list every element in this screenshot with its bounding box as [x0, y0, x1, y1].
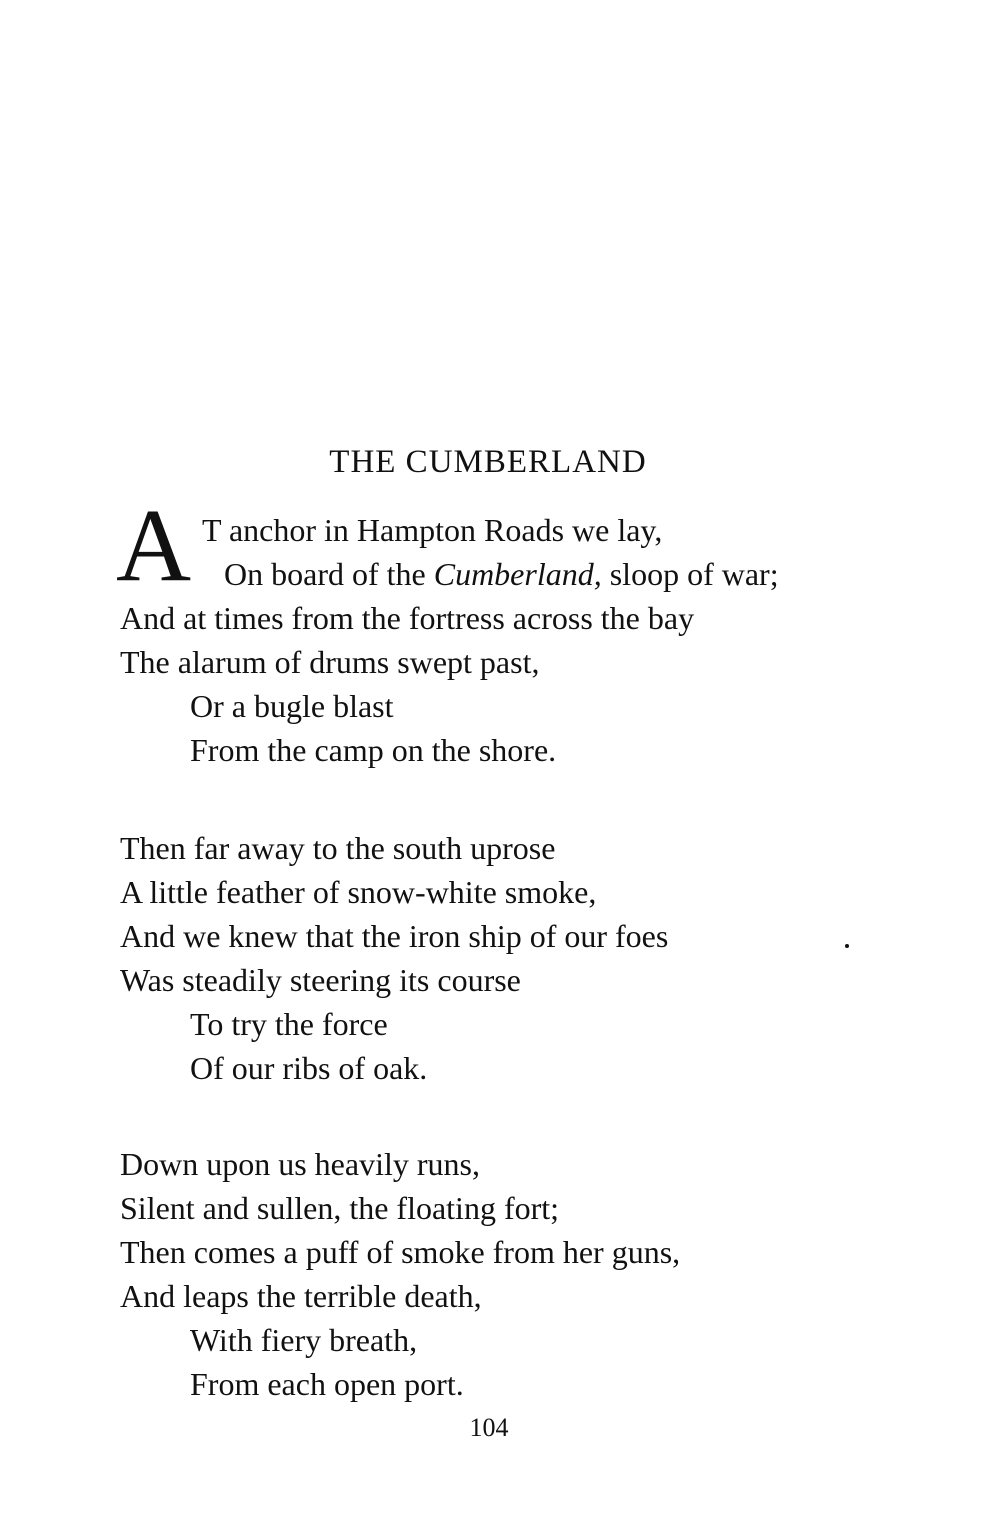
stanza-1-line-4: The alarum of drums swept past, — [120, 644, 540, 680]
stanza-3-line-1: Down upon us heavily runs, — [120, 1146, 480, 1182]
stanza-1-line-2-end: sloop of war; — [601, 556, 779, 592]
stanza-2-line-6: Of our ribs of oak. — [190, 1050, 428, 1086]
print-speck — [845, 944, 849, 948]
stanza-1-line-3: And at times from the fortress across the bay — [120, 600, 695, 636]
stanza-2-line-3: And we knew that the iron ship of our foes — [120, 918, 669, 954]
stanza-3-line-6: From each open port. — [190, 1366, 464, 1402]
stanza-1-line-2 — [224, 552, 779, 596]
stanza-1-line-1: T anchor in Hampton Roads we lay, — [202, 512, 663, 548]
stanza-3-line-5: With fiery breath, — [190, 1322, 418, 1358]
stanza-3-line-3: Then comes a puff of smoke from her guns, — [120, 1234, 681, 1270]
stanza-2-line-5: To try the force — [190, 1006, 388, 1042]
stanza-1-line-6: From the camp on the shore. — [190, 732, 557, 768]
stanza-1-line-2-start: On board of the — [224, 556, 434, 592]
stanza-3-line-2: Silent and sullen, the floating fort; — [120, 1190, 560, 1226]
stanza-1-line-5: Or a bugle blast — [190, 688, 394, 724]
stanza-3-line-4: And leaps the terrible death, — [120, 1278, 482, 1314]
poem-title: THE CUMBERLAND — [329, 444, 647, 480]
stanza-2-line-2: A little feather of snow-white smoke, — [120, 874, 597, 910]
ship-name-italic: Cumberland, — [433, 556, 602, 592]
page-number: 104 — [469, 1413, 509, 1442]
stanza-2-line-1: Then far away to the south uprose — [120, 830, 556, 866]
stanza-2-line-4: Was steadily steering its course — [120, 962, 521, 998]
drop-cap: A — [116, 488, 192, 603]
